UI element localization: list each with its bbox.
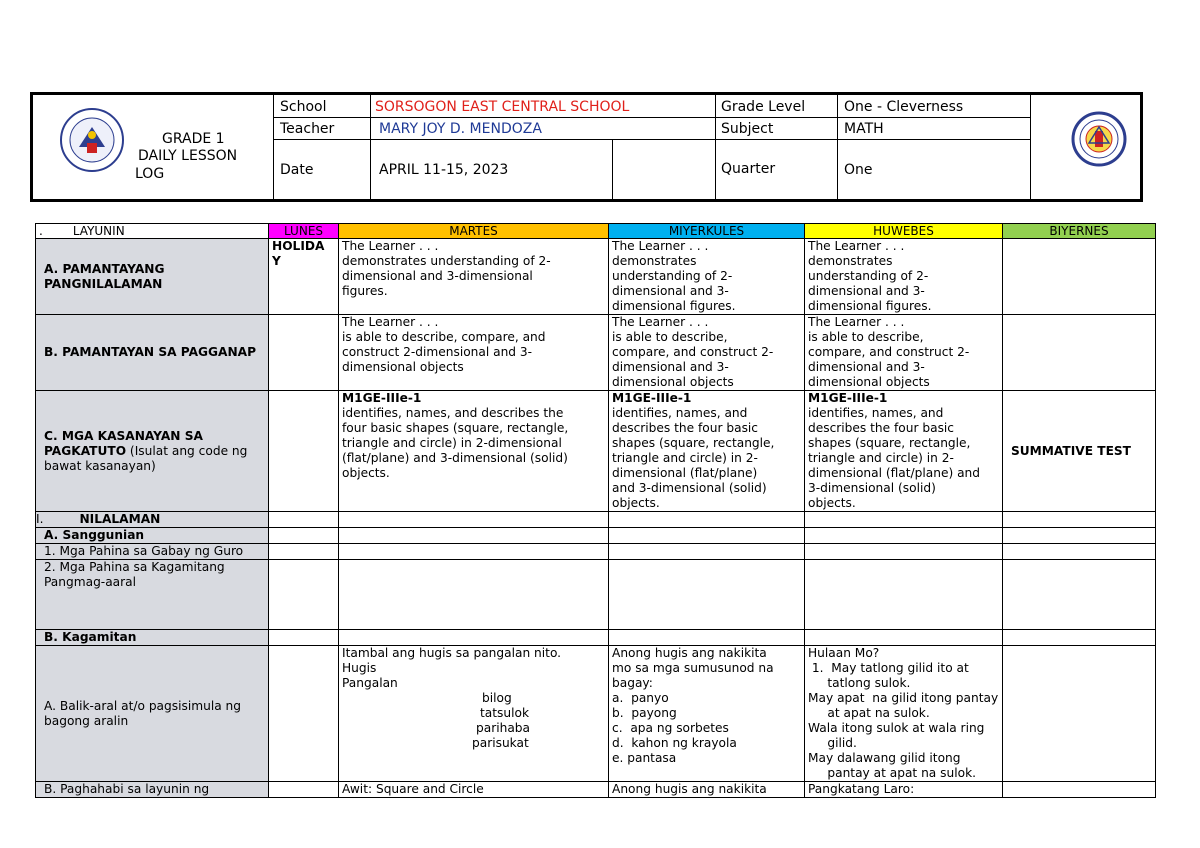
col-huwebes: HUWEBES [805, 224, 1003, 239]
row-label: A. PAMANTAYANG PANGNILALAMAN [36, 239, 269, 315]
summative-test-cell: SUMMATIVE TEST [1003, 391, 1156, 512]
deped-seal-icon [59, 107, 125, 173]
date-value: APRIL 11-15, 2023 [379, 162, 509, 178]
row-label: I. NILALAMAN [36, 512, 269, 528]
row-label: B. PAMANTAYAN SA PAGGANAP [36, 315, 269, 391]
col-martes: MARTES [339, 224, 609, 239]
row-sanggunian [36, 528, 1156, 544]
log-label: LOG [135, 166, 165, 182]
row-label: B. Kagamitan [36, 630, 269, 646]
row-pamantayang-pangnilalaman [36, 239, 1156, 315]
header-box [30, 92, 1143, 202]
cell-miyerkules: The Learner . . . is able to describe, compare, and construct 2- dimensional and 3- dimensional objects [609, 315, 805, 391]
code-label: M1GE-IIIe-1 [808, 391, 888, 405]
school-value: SORSOGON EAST CENTRAL SCHOOL [375, 99, 630, 115]
cell-lunes [269, 391, 339, 512]
row-paghahabi [36, 782, 1156, 798]
cell-huwebes: M1GE-IIIe-1 identifies, names, and describes the four basic shapes (square, rectangle, triangle and circle) in 2- dimensional (flat/plane) and 3-dimensional (solid) objects. [805, 391, 1003, 512]
code-label: M1GE-IIIe-1 [342, 391, 422, 405]
col-biyernes: BIYERNES [1003, 224, 1156, 239]
daily-lesson-label: DAILY LESSON [138, 148, 238, 164]
cell-biyernes [1003, 315, 1156, 391]
cell-miyerkules: Anong hugis ang nakikita [609, 782, 805, 798]
cell-miyerkules: Anong hugis ang nakikita mo sa mga sumusunod na bagay: a. panyo b. payong c. apa ng sorbetes d. kahon ng krayola e. pantasa [609, 646, 805, 782]
row-label: 2. Mga Pahina sa Kagamitang Pangmag-aaral [36, 560, 269, 630]
holiday-cell: HOLIDA Y [269, 239, 339, 315]
cell-biyernes [1003, 239, 1156, 315]
row-balik-aral [36, 646, 1156, 782]
teacher-value: MARY JOY D. MENDOZA [379, 121, 542, 137]
cell-martes: The Learner . . . demonstrates understanding of 2- dimensional and 3-dimensional figures. [339, 239, 609, 315]
shape-name: tatsulok [480, 706, 529, 720]
row-label: C. MGA KASANAYAN SA PAGKATUTO (Isulat ang code ng bawat kasanayan) [36, 391, 269, 512]
shape-name: parihaba [476, 721, 530, 735]
cell-huwebes: Pangkatang Laro: [805, 782, 1003, 798]
subject-value: MATH [844, 121, 884, 137]
cell-huwebes: The Learner . . . demonstrates understanding of 2- dimensional and 3- dimensional figures. [805, 239, 1003, 315]
school-label: School [280, 99, 327, 115]
row-gabay-ng-guro [36, 544, 1156, 560]
column-header-row [36, 224, 1156, 239]
row-nilalaman [36, 512, 1156, 528]
school-seal-icon [1071, 111, 1127, 167]
teacher-label: Teacher [280, 121, 335, 137]
cell-miyerkules: The Learner . . . demonstrates understanding of 2- dimensional and 3- dimensional figures. [609, 239, 805, 315]
quarter-label: Quarter [721, 161, 776, 177]
code-label: M1GE-IIIe-1 [612, 391, 692, 405]
row-kagamitan [36, 630, 1156, 646]
lesson-log-table [35, 223, 1156, 798]
cell-biyernes [1003, 646, 1156, 782]
row-label: A. Balik-aral at/o pagsisimula ng bagong aralin [36, 646, 269, 782]
cell-martes: The Learner . . . is able to describe, compare, and construct 2-dimensional and 3- dimensional objects [339, 315, 609, 391]
col-lunes: LUNES [269, 224, 339, 239]
col-layunin: . LAYUNIN [36, 224, 269, 239]
grade-level-value: One - Cleverness [844, 99, 964, 115]
row-pamantayan-sa-pagganap [36, 315, 1156, 391]
shape-name: parisukat [472, 736, 529, 750]
date-label: Date [280, 162, 314, 178]
row-label: A. Sanggunian [36, 528, 269, 544]
row-mga-kasanayan [36, 391, 1156, 512]
cell-lunes [269, 315, 339, 391]
cell-miyerkules: M1GE-IIIe-1 identifies, names, and describes the four basic shapes (square, rectangle, triangle and circle) in 2- dimensional (flat/plane) and 3-dimensional (solid) objects. [609, 391, 805, 512]
grade-level-label: Grade Level [721, 99, 806, 115]
cell-huwebes: Hulaan Mo? 1. May tatlong gilid ito at tatlong sulok. May apat na gilid itong pantay at apat na sulok. Wala itong sulok at wala ring gilid. May dalawang gilid itong pantay at apat na sulok. [805, 646, 1003, 782]
quarter-value: One [844, 162, 873, 178]
row-label: B. Paghahabi sa layunin ng [36, 782, 269, 798]
cell-martes: Itambal ang hugis sa pangalan nito. Hugis Pangalan bilog tatsulok parihaba parisukat [339, 646, 609, 782]
cell-martes: Awit: Square and Circle [339, 782, 609, 798]
col-miyerkules: MIYERKULES [609, 224, 805, 239]
subject-label: Subject [721, 121, 774, 137]
row-label: 1. Mga Pahina sa Gabay ng Guro [36, 544, 269, 560]
row-kagamitang-pangmag-aaral [36, 560, 1156, 630]
shape-name: bilog [482, 691, 512, 705]
cell-martes: M1GE-IIIe-1 identifies, names, and describes the four basic shapes (square, rectangle, triangle and circle) in 2-dimensional (flat/plane) and 3-dimensional (solid) objects. [339, 391, 609, 512]
cell-lunes [269, 646, 339, 782]
cell-huwebes: The Learner . . . is able to describe, compare, and construct 2- dimensional and 3- dimensional objects [805, 315, 1003, 391]
grade-label: GRADE 1 [162, 131, 225, 147]
